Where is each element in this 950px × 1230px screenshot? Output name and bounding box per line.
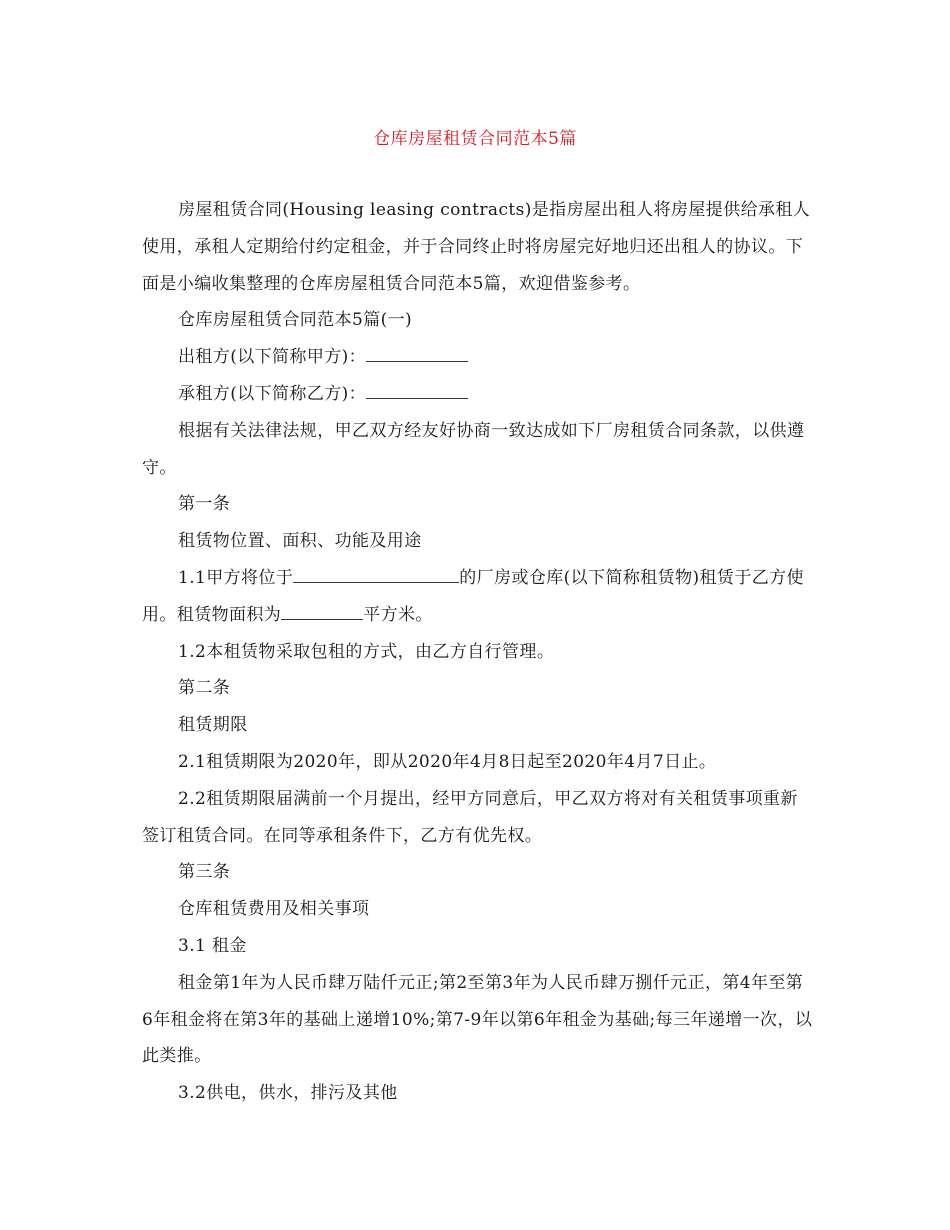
party-b-blank (366, 382, 468, 399)
article2-heading: 第二条 (178, 678, 231, 699)
clause-1-1-part3: 平方米。 (363, 604, 433, 625)
clause-1-2: 1.2本租赁物采取包租的方式，由乙方自行管理。 (178, 641, 555, 662)
party-b-line (142, 376, 814, 413)
party-b-label: 承租方(以下简称乙方)： (178, 383, 367, 404)
location-blank (293, 566, 459, 583)
article3-heading: 第三条 (178, 862, 231, 883)
clause-1-1 (142, 560, 814, 634)
intro-paragraph: 房屋租赁合同(Housing leasing contracts)是指房屋出租人将房屋提供给承租人使用，承租人定期给付约定租金，并于合同终止时将房屋完好地归还出租人的协议。下面是小编收集整理的仓库房屋租赁合同范本5篇，欢迎借鉴参考。 (142, 200, 811, 294)
article2-subject: 租赁期限 (178, 715, 248, 736)
clause-1-1-part1: 1.1甲方将位于 (178, 567, 294, 588)
article3-subject: 仓库租赁费用及相关事项 (178, 899, 370, 920)
clause-2-2: 2.2租赁期限届满前一个月提出，经甲方同意后，甲乙双方将对有关租赁事项重新签订租赁合同。在同等承租条件下，乙方有优先权。 (142, 788, 798, 846)
article1-heading: 第一条 (178, 494, 231, 515)
clause-3-1: 3.1 租金 (178, 935, 247, 956)
clause-1-1-part2: 的厂房或仓库(以下简称租赁物)租赁于乙方使用。租赁物面积为 (142, 567, 804, 625)
document-title: 仓库房屋租赁合同范本5篇 (373, 129, 577, 149)
party-a-label: 出租方(以下简称甲方)： (178, 347, 367, 368)
clause-3-2: 3.2供电，供水，排污及其他 (178, 1083, 398, 1104)
section-title: 仓库房屋租赁合同范本5篇(一) (178, 310, 413, 331)
party-a-blank (366, 345, 468, 362)
clause-2-1: 2.1租赁期限为2020年，即从2020年4月8日起至2020年4月7日止。 (178, 751, 717, 772)
clause-3-1-text: 租金第1年为人民币肆万陆仟元正;第2至第3年为人民币肆万捌仟元正，第4年至第6年租金将在第3年的基础上递增10%;第7-9年以第6年租金为基础;每三年递增一次，以此类推。 (142, 972, 813, 1067)
preamble-paragraph: 根据有关法律法规，甲乙双方经友好协商一致达成如下厂房租赁合同条款，以供遵守。 (142, 420, 805, 478)
document-body (142, 192, 814, 1112)
article1-subject: 租赁物位置、面积、功能及用途 (178, 531, 422, 552)
party-a-line (142, 339, 814, 376)
area-blank (281, 603, 363, 620)
